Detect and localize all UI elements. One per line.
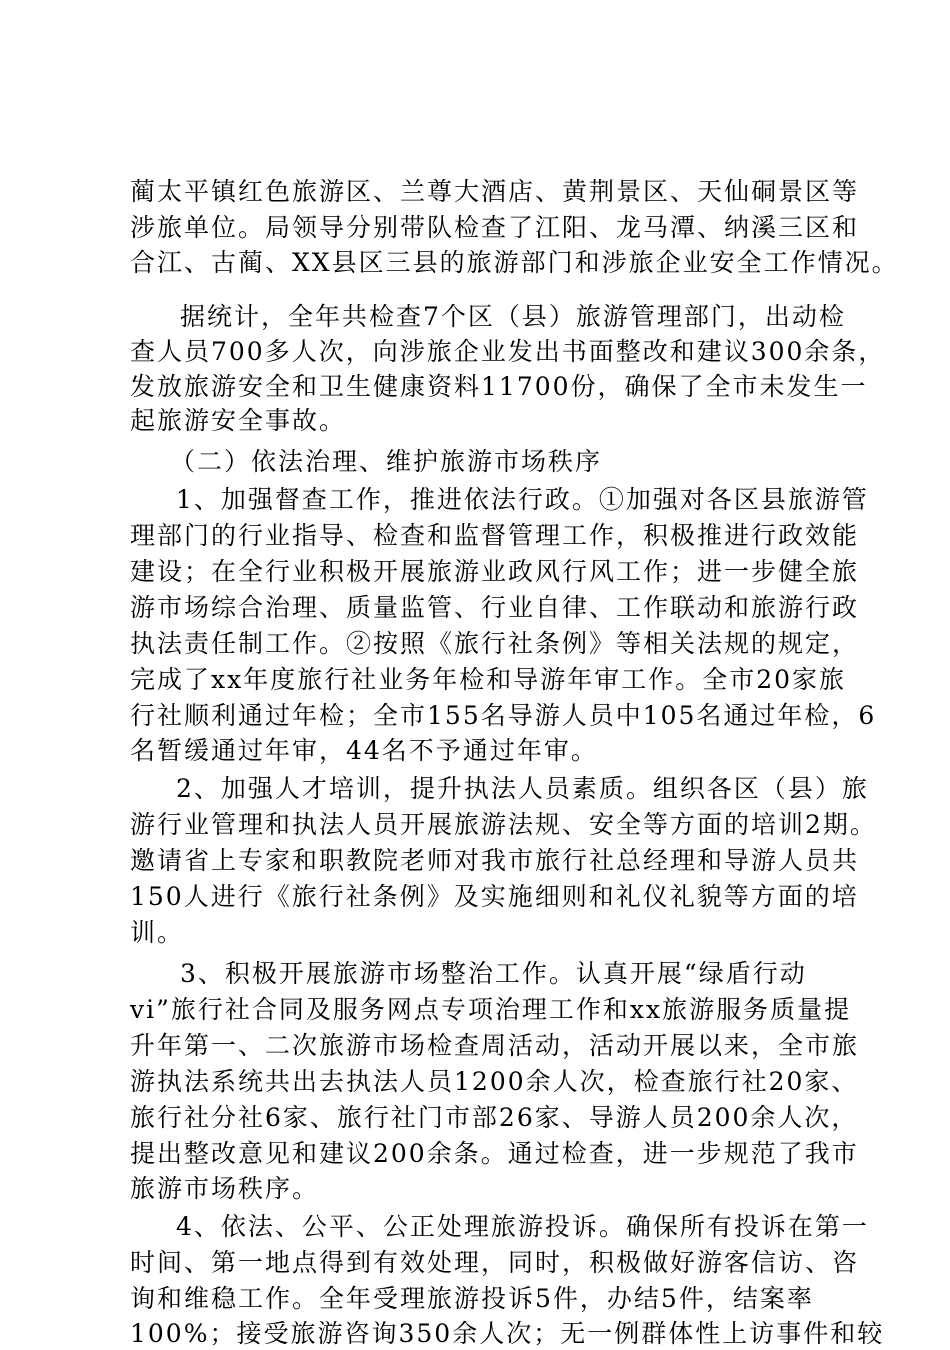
text-line: 游市场综合治理、质量监管、行业自律、工作联动和旅游行政	[130, 593, 860, 622]
text-line: 发放旅游安全和卫生健康资料11700份，确保了全市未发生一	[130, 372, 868, 401]
text-line: 查人员700多人次，向涉旅企业发出书面整改和建议300余条，	[130, 337, 886, 366]
text-line: 150人进行《旅行社条例》及实施细则和礼仪礼貌等方面的培	[130, 882, 859, 911]
text-line: 升年第一、二次旅游市场检查周活动，活动开展以来，全市旅	[130, 1031, 860, 1060]
text-line: 起旅游安全事故。	[130, 406, 347, 435]
text-line: 训。	[130, 918, 185, 947]
text-line: 行社顺利通过年检；全市155名导游人员中105名通过年检，6	[130, 701, 877, 730]
text-line: vi”旅行社合同及服务网点专项治理工作和xx旅游服务质量提	[130, 995, 852, 1024]
text-line: 4、依法、公平、公正处理旅游投诉。确保所有投诉在第一	[176, 1212, 869, 1241]
text-line: 旅游市场秩序。	[130, 1174, 320, 1203]
text-line: 提出整改意见和建议200余条。通过检查，进一步规范了我市	[130, 1139, 859, 1168]
text-line: 游执法系统共出去执法人员1200余人次，检查旅行社20家、	[130, 1067, 859, 1096]
text-line: 时间、第一地点得到有效处理，同时，积极做好游客信访、咨	[130, 1248, 860, 1277]
text-line: 名暂缓通过年审，44名不予通过年审。	[130, 736, 598, 765]
text-line: 100%；接受旅游咨询350余人次；无一例群体性上访事件和较	[130, 1319, 885, 1348]
text-line: 蔺太平镇红色旅游区、兰尊大酒店、黄荆景区、天仙硐景区等	[130, 177, 860, 206]
text-line: 1、加强督查工作，推进依法行政。①加强对各区县旅游管	[176, 485, 869, 514]
text-line: 邀请省上专家和职教院老师对我市旅行社总经理和导游人员共	[130, 846, 860, 875]
text-line: 2、加强人才培训，提升执法人员素质。组织各区（县）旅	[176, 774, 869, 803]
text-line: 完成了xx年度旅行社业务年检和导游年审工作。全市20家旅	[130, 665, 847, 694]
text-line: 旅行社分社6家、旅行社门市部26家、导游人员200余人次，	[130, 1103, 859, 1132]
text-line: 询和维稳工作。全年受理旅游投诉5件，办结5件，结案率	[130, 1284, 814, 1313]
text-line: 游行业管理和执法人员开展旅游法规、安全等方面的培训2期。	[130, 810, 877, 839]
text-line: 涉旅单位。局领导分别带队检查了江阳、龙马潭、纳溪三区和	[130, 213, 860, 242]
text-line: 建设；在全行业积极开展旅游业政风行风工作；进一步健全旅	[130, 557, 860, 586]
text-line: 合江、古蔺、XX县区三县的旅游部门和涉旅企业安全工作情况。	[130, 248, 899, 277]
text-line: 3、积极开展旅游市场整治工作。认真开展“绿盾行动	[180, 959, 807, 988]
text-line: 理部门的行业指导、检查和监督管理工作，积极推进行政效能	[130, 521, 860, 550]
text-line: 据统计，全年共检查7个区（县）旅游管理部门，出动检	[180, 302, 846, 331]
text-line: 执法责任制工作。②按照《旅行社条例》等相关法规的规定，	[130, 629, 860, 658]
section-heading: （二）依法治理、维护旅游市场秩序	[170, 447, 603, 476]
